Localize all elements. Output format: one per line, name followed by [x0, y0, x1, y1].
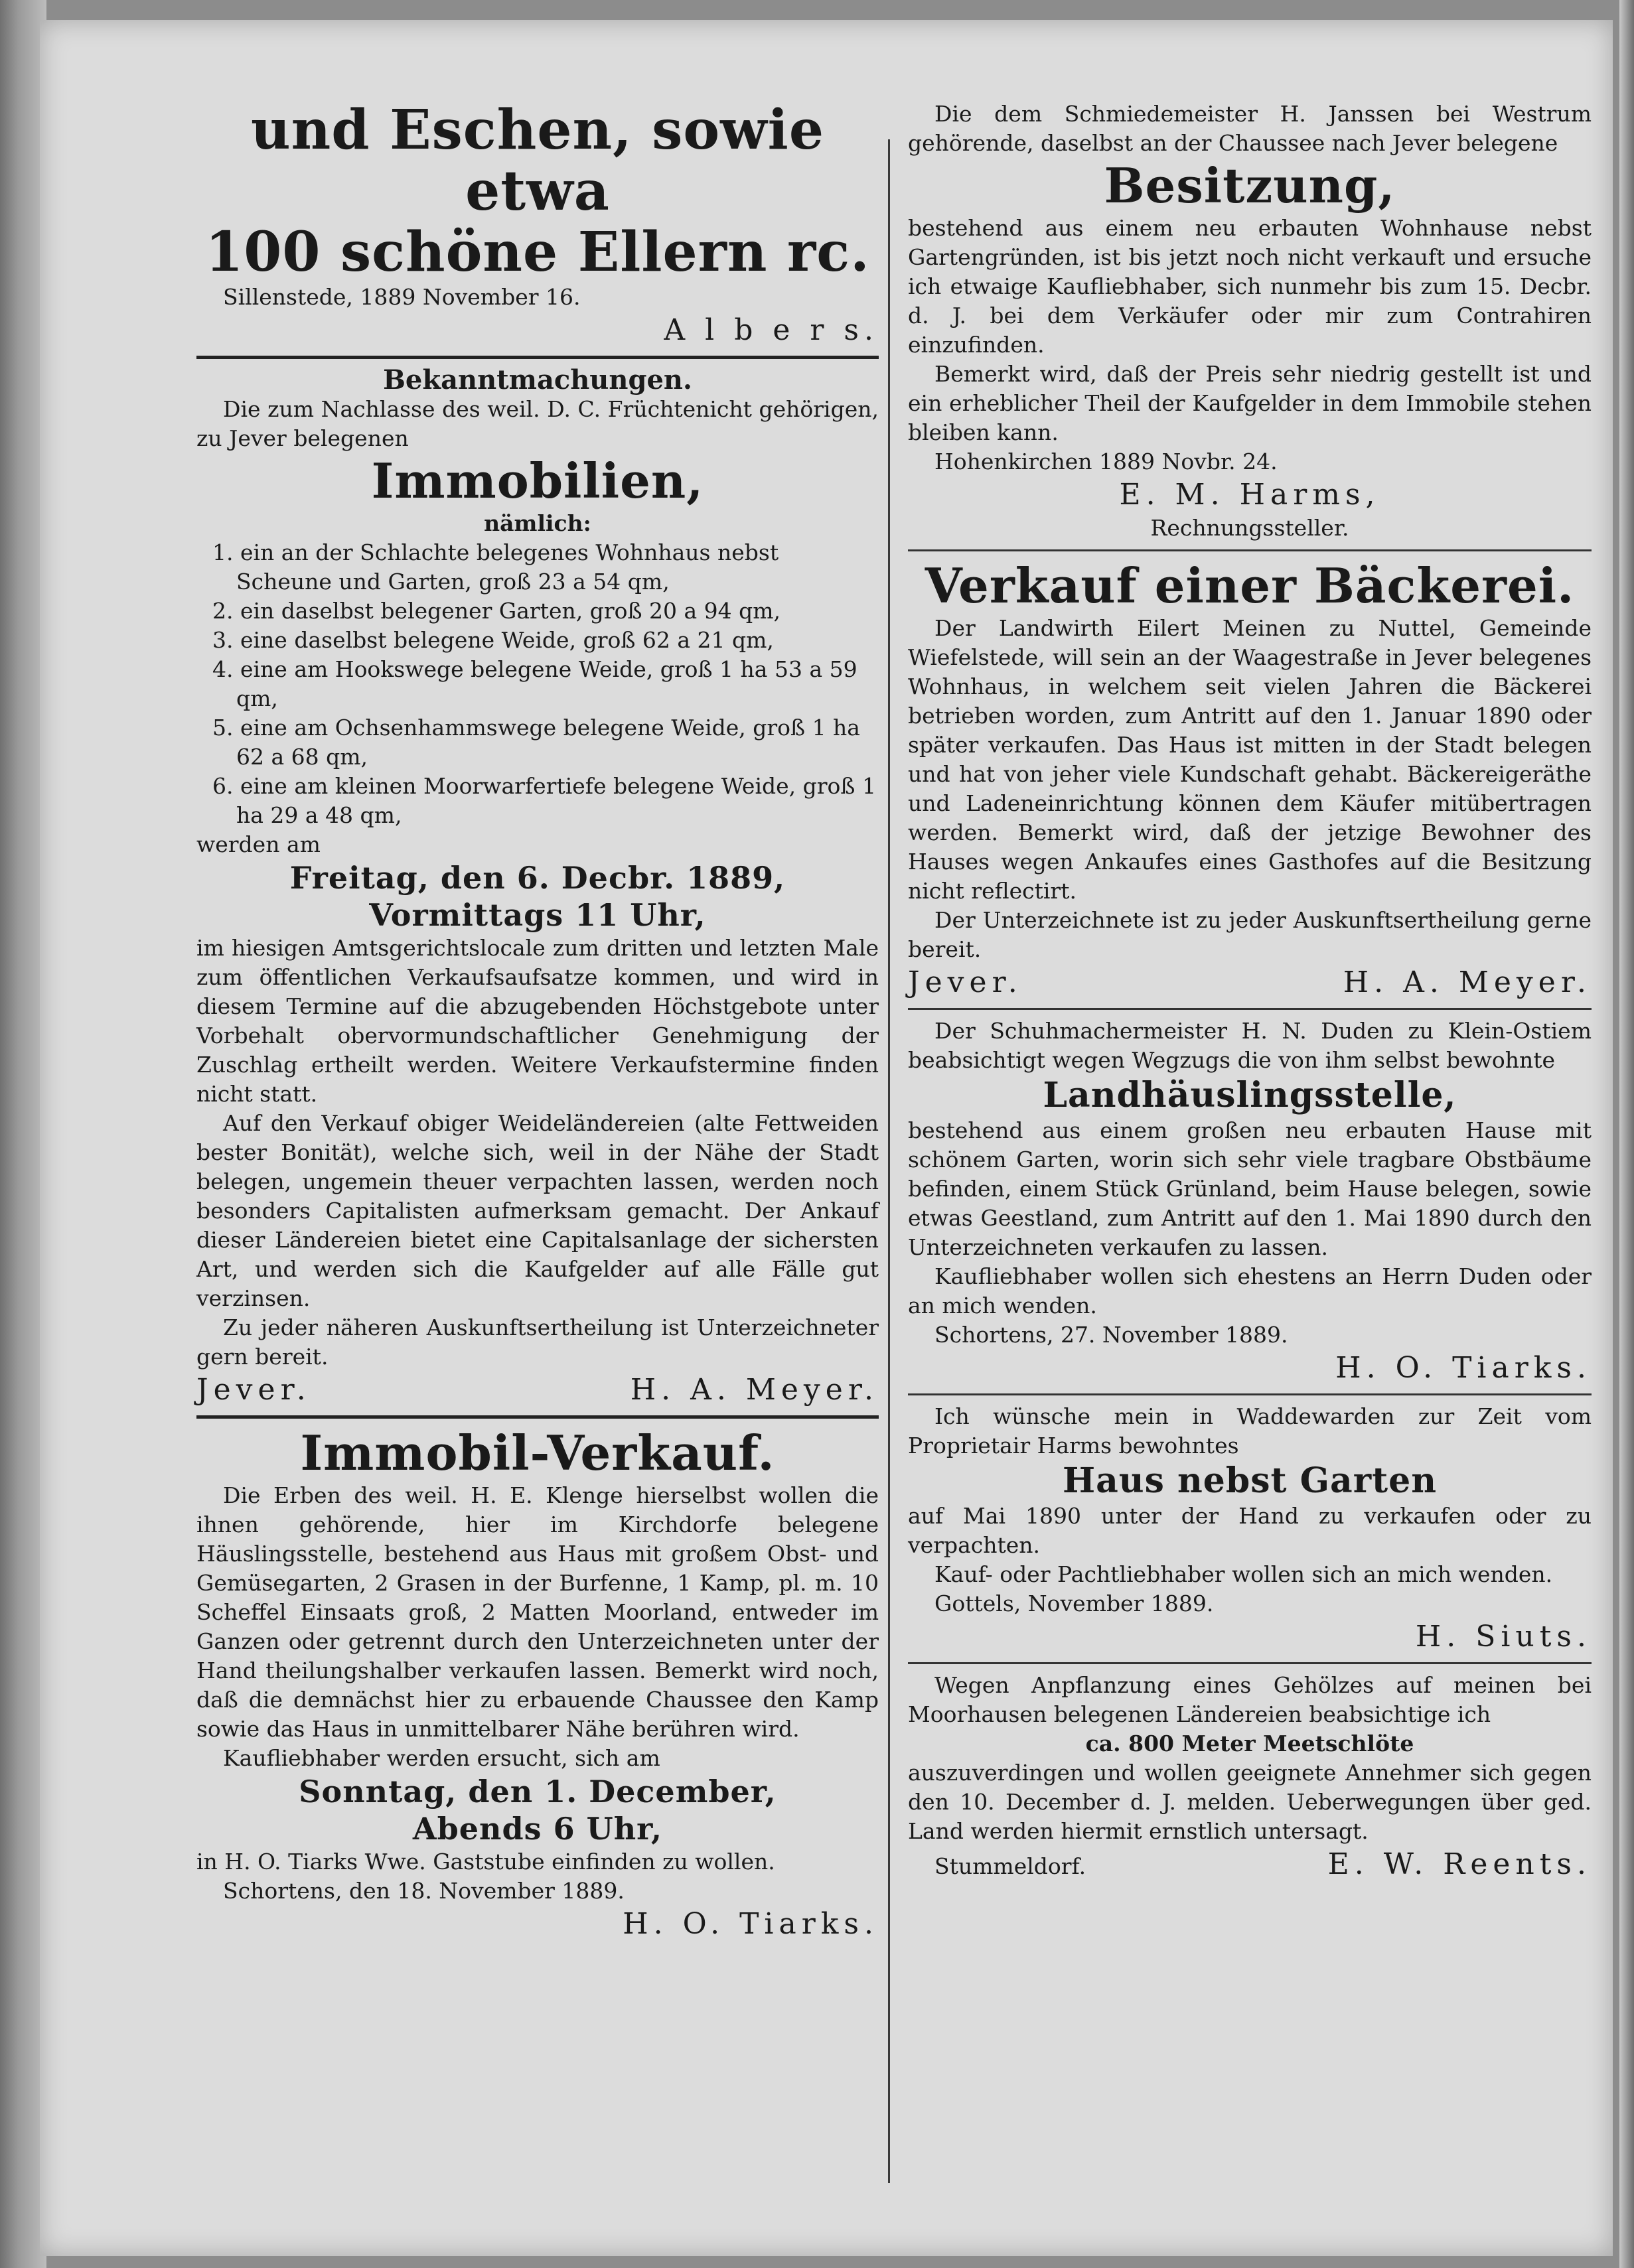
top-advert-signature: A l b e r s. — [664, 313, 879, 347]
haus-body1: auf Mai 1890 unter der Hand zu verkaufen oder zu verpachten. — [908, 1503, 1592, 1558]
auction-time: Vormittags 11 Uhr, — [369, 897, 706, 933]
announcement-heading: Bekanntmachungen. — [383, 364, 692, 395]
column-divider — [888, 139, 890, 2183]
section-rule — [908, 1393, 1592, 1395]
haus-advert — [908, 1402, 1592, 1656]
haus-body2: Kauf- oder Pachtliebhaber wollen sich an mich wenden. — [934, 1561, 1553, 1587]
section-rule — [196, 356, 879, 359]
besitzung-body2: Bemerkt wird, daß der Preis sehr niedrig gestellt ist und ein erheblicher Theil der Kaufgelder in dem Immobile stehen bleiben kann. — [908, 361, 1592, 445]
baeckerei-signature: H. A. Meyer. — [1343, 965, 1592, 999]
list-item: 1. ein an der Schlachte belegenes Wohnhaus nebst Scheune und Garten, groß 23 a 54 qm, — [212, 539, 779, 595]
immobil-verkauf — [196, 1425, 879, 1943]
left-column — [196, 100, 879, 1943]
top-advert-place-date: Sillenstede, 1889 November 16. — [223, 284, 581, 310]
newspaper-page — [40, 20, 1613, 2256]
announcement-signature-row — [196, 1372, 879, 1409]
immobil-verkauf-body2: Kaufliebhaber werden ersucht, sich am — [223, 1745, 660, 1771]
haus-intro: Ich wünsche mein in Waddewarden zur Zeit vom Proprietair Harms bewohntes — [908, 1403, 1592, 1458]
auction-date: Freitag, den 6. Decbr. 1889, — [289, 860, 786, 896]
section-rule — [196, 1415, 879, 1419]
besitzung-body1: bestehend aus einem neu erbauten Wohnhause nebst Gartengründen, ist bis jetzt noch nicht verkauft und ersuche ich etwaige Kaufliebhaber, sich nunmehr bis zum 15. Decbr. d. J. bei dem Verkäufer oder mir zum Contrahiren einzufinden. — [908, 215, 1592, 358]
haus-place-date: Gottels, November 1889. — [934, 1591, 1214, 1616]
besitzung-role: Rechnungssteller. — [1150, 515, 1349, 541]
haus-title: Haus nebst Garten — [1062, 1460, 1438, 1501]
section-rule — [908, 1008, 1592, 1010]
immobil-verkauf-signature: H. O. Tiarks. — [623, 1907, 879, 1941]
besitzung-advert — [908, 100, 1592, 543]
announcement-body1: im hiesigen Amtsgerichtslocale zum dritten und letzten Male zum öffentlichen Verkaufsaufsatze kommen, und wird in diesem Termine auf die abzugebenden Höchstgebote unter Vorbehalt obervormundschaftlicher Genehmigung der Zuschlag ertheilt werden. Weitere Verkaufstermine finden nicht statt. — [196, 935, 879, 1107]
baeckerei-advert — [908, 558, 1592, 1001]
immobil-verkauf-place-date: Schortens, den 18. November 1889. — [223, 1878, 625, 1904]
besitzung-signature: E. M. Harms, — [1119, 478, 1380, 512]
besitzung-place-date: Hohenkirchen 1889 Novbr. 24. — [934, 449, 1278, 474]
baeckerei-place: Jever. — [908, 965, 1023, 999]
top-advert-line1: und Eschen, sowie etwa — [251, 98, 824, 223]
meetschloete-place: Stummeldorf. — [934, 1853, 1086, 1879]
meetschloete-signature: E. W. Reents. — [1327, 1847, 1592, 1881]
announcement — [196, 366, 879, 1409]
right-column — [908, 100, 1592, 1883]
landhaus-signature: H. O. Tiarks. — [1335, 1351, 1592, 1385]
scan-edge-right — [1619, 0, 1634, 2268]
baeckerei-title: Verkauf einer Bäckerei. — [925, 557, 1575, 614]
landhaus-title: Landhäuslingsstelle, — [1043, 1075, 1457, 1115]
landhaus-body2: Kaufliebhaber wollen sich ehestens an Herrn Duden oder an mich wenden. — [908, 1263, 1592, 1318]
list-item: 2. ein daselbst belegener Garten, groß 20 a 94 qm, — [212, 598, 781, 624]
announcement-body2: Auf den Verkauf obiger Weideländereien (alte Fettweiden bester Bonität), welche sich, weil in der Nähe der Stadt belegen, ungemein theuer verpachten lassen, werden noch besonders Capitalisten aufmerksam gemacht. Der Ankauf dieser Ländereien bietet eine Capitalsanlage der sichersten Art, und werden sich die Kaufgelder auf alle Fälle gut verzinsen. — [196, 1110, 879, 1311]
immobil-verkauf-title: Immobil-Verkauf. — [300, 1425, 775, 1481]
baeckerei-body1: Der Landwirth Eilert Meinen zu Nuttel, Gemeinde Wiefelstede, will sein an der Waagestraße in Jever belegenes Wohnhaus, in welchem seit vielen Jahren die Bäckerei betrieben worden, zum Antritt auf den 1. Januar 1890 oder später verkaufen. Das Haus ist mitten in der Stadt belegen und hat von jeher viele Kundschaft gehabt. Bäckereigeräthe und Ladeneinrichtung können dem Käufer mitübertragen werden. Bemerkt wird, daß der jetzige Bewohner des Hauses wegen Ankaufes eines Gasthofes auf die Besitzung nicht reflectirt. — [908, 615, 1592, 904]
meetschloete-advert — [908, 1671, 1592, 1883]
landhaus-body1: bestehend aus einem großen neu erbauten Hause mit schönem Garten, worin sich sehr viele tragbare Obstbäume befinden, einem Stück Grünland, beim Hause belegen, sowie etwas Geestland, zum Antritt auf den 1. Mai 1890 durch den Unterzeichneten verkaufen zu lassen. — [908, 1117, 1592, 1260]
immobil-verkauf-time: Abends 6 Uhr, — [412, 1811, 663, 1847]
besitzung-intro: Die dem Schmiedemeister H. Janssen bei Westrum gehörende, daselbst an der Chaussee nach Jever belegene — [908, 101, 1592, 156]
baeckerei-body2: Der Unterzeichnete ist zu jeder Auskunftsertheilung gerne bereit. — [908, 907, 1592, 962]
landhaus-intro: Der Schuhmachermeister H. N. Duden zu Klein-Ostiem beabsichtigt wegen Wegzugs die von ihm selbst bewohnte — [908, 1018, 1592, 1073]
list-item: 3. eine daselbst belegene Weide, groß 62 a 21 qm, — [212, 627, 774, 653]
section-rule — [908, 549, 1592, 551]
announcement-intro: Die zum Nachlasse des weil. D. C. Früchtenicht gehörigen, zu Jever belegenen — [196, 396, 879, 451]
announcement-title: Immobilien, — [371, 453, 704, 509]
announcement-subtitle: nämlich: — [484, 510, 591, 536]
list-item: 4. eine am Hookswege belegene Weide, groß 1 ha 53 a 59 qm, — [212, 656, 857, 711]
landhaus-place-date: Schortens, 27. November 1889. — [934, 1322, 1288, 1348]
meetschloete-body2: auszuverdingen und wollen geeignete Annehmer sich gegen den 10. December d. J. melden. Ueberwegungen über ged. Land werden hiermit ernstlich untersagt. — [908, 1760, 1592, 1844]
top-advert — [196, 100, 879, 349]
list-item: 5. eine am Ochsenhammswege belegene Weide, groß 1 ha 62 a 68 qm, — [212, 715, 860, 770]
immobil-verkauf-body1: Die Erben des weil. H. E. Klenge hierselbst wollen die ihnen gehörende, hier im Kirchdorfe belegene Häuslingsstelle, bestehend aus Haus mit großem Obst- und Gemüsegarten, 2 Grasen in der Burfenne, 1 Kamp, pl. m. 10 Scheffel Einsaats groß, 2 Matten Moorland, entweder im Ganzen oder getrennt durch den Unterzeichneten unter der Hand theilungshalber verkaufen lassen. Bemerkt wird noch, daß die demnächst hier zu erbauende Chaussee den Kamp sowie das Haus in unmittelbarer Nähe berühren wird. — [196, 1482, 879, 1742]
announcement-place: Jever. — [196, 1373, 311, 1407]
werden-am: werden am — [196, 831, 321, 857]
meetschloete-signature-row — [908, 1846, 1592, 1883]
immobil-verkauf-date: Sonntag, den 1. December, — [299, 1774, 777, 1809]
list-item: 6. eine am kleinen Moorwarfertiefe belegene Weide, groß 1 ha 29 a 48 qm, — [212, 773, 876, 828]
announcement-signature: H. A. Meyer. — [630, 1373, 879, 1407]
haus-signature: H. Siuts. — [1415, 1620, 1592, 1654]
immobil-verkauf-body3: in H. O. Tiarks Wwe. Gaststube einfinden zu wollen. — [196, 1849, 775, 1875]
meetschloete-body1: Wegen Anpflanzung eines Gehölzes auf meinen bei Moorhausen belegenen Ländereien beabsichtige ich — [908, 1672, 1592, 1727]
meetschloete-body1b: ca. 800 Meter Meetschlöte — [1085, 1731, 1414, 1756]
landhaus-advert — [908, 1017, 1592, 1387]
top-advert-line2: 100 schöne Ellern rc. — [205, 220, 870, 284]
besitzung-title: Besitzung, — [1104, 157, 1396, 214]
baeckerei-signature-row — [908, 964, 1592, 1001]
announcement-body3: Zu jeder näheren Auskunftsertheilung ist Unterzeichneter gern bereit. — [196, 1314, 879, 1370]
section-rule — [908, 1662, 1592, 1664]
